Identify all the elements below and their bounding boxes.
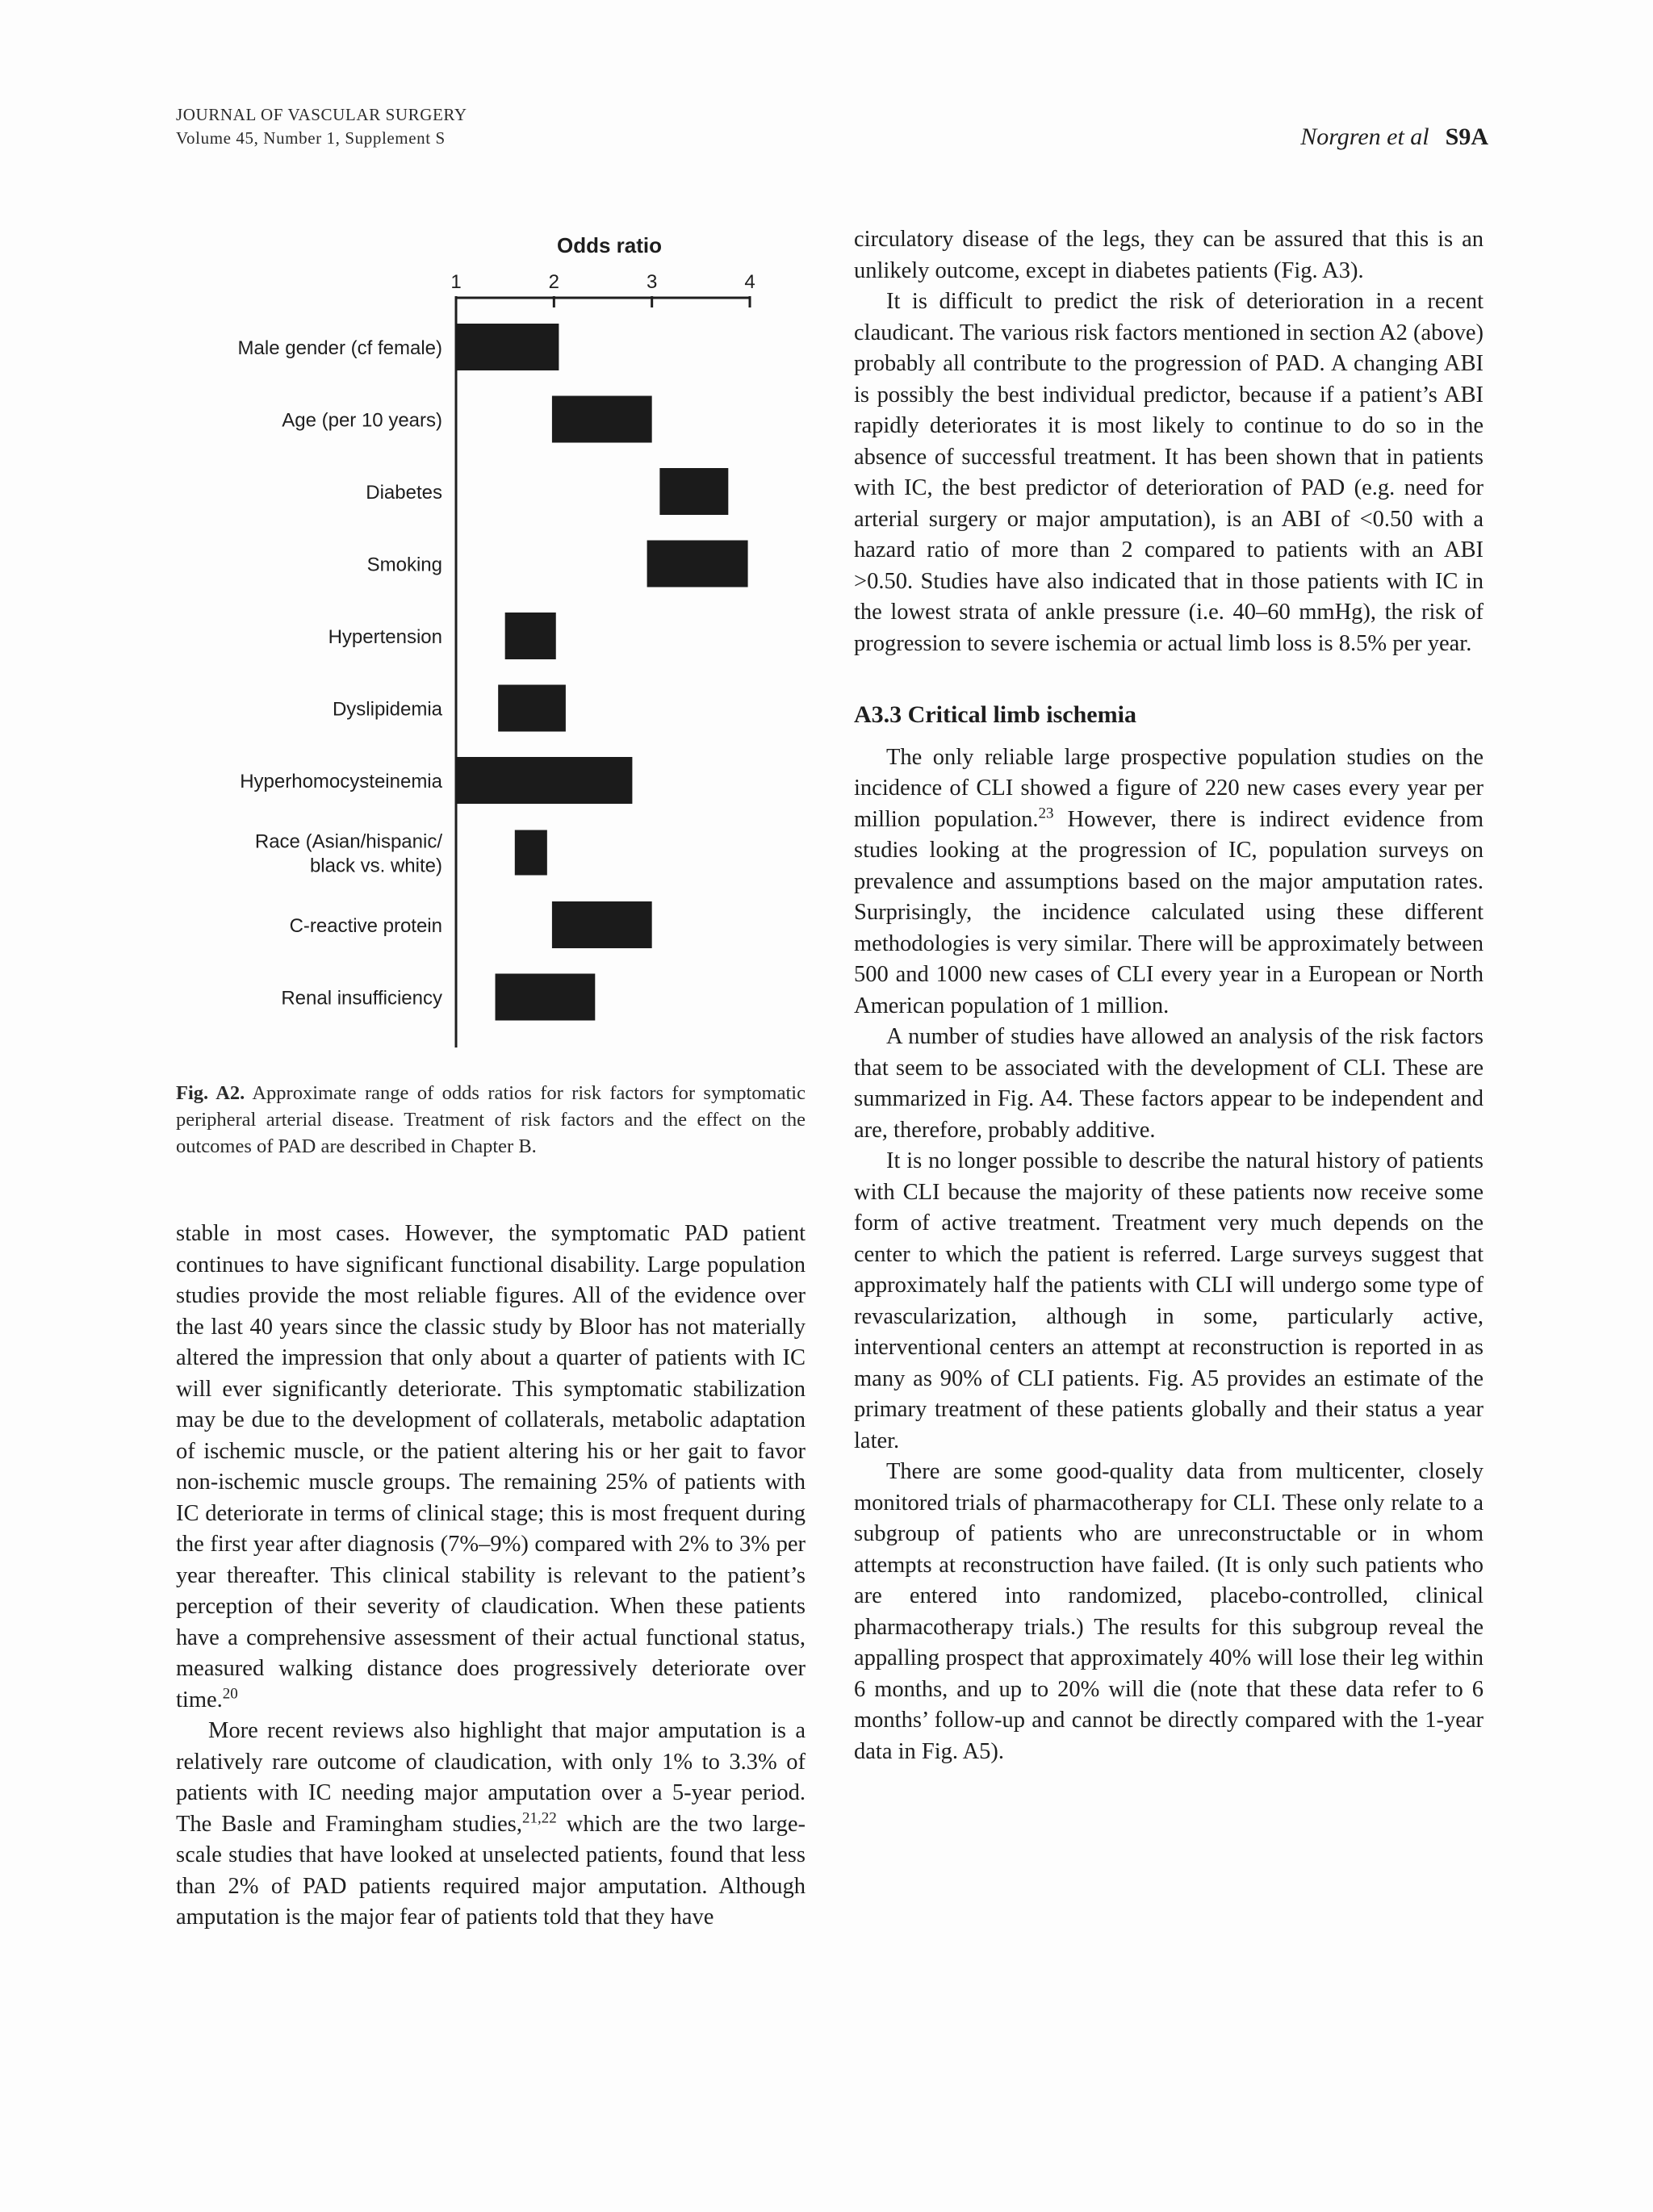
paragraph: It is difficult to predict the risk of deterioration in a recent claudicant. The various risk factors mentioned in section A2 (above) probably all contribute to the progression of PAD. A changing ABI is possibly the best individual predictor, because if a patient’s ABI rapidly deteriorates it is most likely to continue to do so in the absence of successful treatment. It has been shown that in patients with IC, the best predictor of deterioration of PAD (e.g. need for arterial surgery or major amputation), is an ABI of <0.50 with a hazard ratio of more than 2 compared to patients with an ABI >0.50. Studies have also indicated that in those patients with IC in the lowest strata of ankle pressure (i.e. 40–60 mmHg), the risk of progression to severe ischemia or actual limb loss is 8.5% per year. [854, 289, 1484, 656]
chart-row [238, 324, 559, 370]
odds-ratio-bar [552, 396, 652, 443]
chart-title: Odds ratio [556, 233, 663, 257]
odds-ratio-chart [211, 222, 825, 1061]
category-label: Age (per 10 years) [282, 409, 442, 432]
chart-row [366, 468, 728, 515]
odds-ratio-bar [456, 757, 632, 804]
category-label: Renal insufficiency [281, 987, 442, 1010]
category-label: black vs. white) [309, 855, 442, 877]
figure-caption-text: Approximate range of odds ratios for risk factors for symptomatic peripheral arterial disease. Treatment of risk factors and the effect on the outcomes of PAD are described in Chapter B. [176, 1082, 806, 1157]
category-label: Dyslipidemia [332, 698, 442, 721]
odds-ratio-bar [552, 901, 652, 948]
chart-rows [238, 324, 748, 1021]
category-label: C-reactive protein [289, 915, 442, 937]
chart-row [333, 685, 566, 732]
page-number: S9A [1445, 123, 1488, 150]
chart-row [281, 974, 595, 1021]
odds-ratio-bar [505, 613, 556, 659]
right-column [854, 224, 1484, 1767]
chart-row [282, 396, 651, 443]
left-column [176, 1219, 806, 1934]
citation-ref: 20 [222, 1685, 238, 1702]
x-tick-label: 1 [450, 271, 462, 293]
paragraph-text: stable in most cases. However, the symptomatic PAD patient continues to have significant functional disability. Large population studies provide the most reliable figures. All of the evidence over the last 40 years since the classic study by Bloor has not materially altered the impression that only about a quarter of patients with IC will ever significantly deteriorate. This symptomatic stabilization may be due to the development of collaterals, metabolic adaptation of ischemic muscle, or the patient altering his or her gait to favor non-ischemic muscle groups. The remaining 25% of patients with IC deteriorate in terms of clinical stage; this is most frequent during the first year after diagnosis (7%–9%) compared with 2% to 3% per year thereafter. This clinical stability is relevant to the patient’s perception of their severity of claudication. When these patients have a comprehensive assessment of their actual functional status, measured walking distance does progressively deteriorate over time. [176, 1221, 806, 1712]
paragraph: circulatory disease of the legs, they can be assured that this is an unlikely outcome, except in diabetes patients (Fig. A3). [854, 227, 1484, 283]
odds-ratio-bar [456, 324, 559, 370]
paragraph-text: which are the two large-scale studies that have looked at unselected patients, found that less than 2% of PAD patients required major amputation. Although amputation is the major fear of patients told that they have [176, 1811, 806, 1930]
running-header-right [1300, 123, 1488, 152]
category-label: Smoking [366, 554, 442, 576]
odds-ratio-bar [647, 541, 748, 587]
odds-ratio-bar [659, 468, 728, 515]
x-tick-label: 3 [646, 271, 658, 293]
paragraph [176, 1716, 806, 1934]
chart-row [367, 541, 748, 587]
x-tick-label: 2 [548, 271, 560, 293]
category-label: Race (Asian/hispanic/ [254, 830, 442, 853]
section-heading: A3.3 Critical limb ischemia [854, 701, 1136, 728]
x-tick-label: 4 [744, 271, 755, 293]
chart-row [329, 613, 556, 659]
chart-row [255, 830, 547, 877]
odds-ratio-bar [496, 974, 596, 1021]
figure-caption [176, 1080, 806, 1160]
paragraph [176, 1219, 806, 1716]
odds-ratio-bar [498, 685, 566, 732]
paragraph [854, 742, 1484, 1022]
odds-ratio-bar [515, 830, 547, 876]
journal-name: JOURNAL OF VASCULAR SURGERY [176, 105, 467, 124]
paragraph-text: The only reliable large prospective population studies on the incidence of CLI showed a figure of 220 new cases every year per million population. [854, 744, 1484, 832]
citation-ref: 23 [1038, 805, 1054, 822]
journal-volume: Volume 45, Number 1, Supplement S [176, 128, 446, 148]
paragraph: It is no longer possible to describe the natural history of patients with CLI because the majority of these patients now receive some form of active treatment. Treatment very much depends on the center to which the patient is referred. Large surveys suggest that approximately half the patients with CLI will undergo some type of revascularization, although in some, particularly active, interventional centers an attempt at reconstruction is reported in as many as 90% of CLI patients. Fig. A5 provides an estimate of the primary treatment of these patients globally and their status a year later. [854, 1148, 1484, 1453]
chart-row [290, 901, 652, 948]
category-label: Hypertension [328, 626, 442, 648]
running-header-left [176, 103, 467, 150]
paragraph-text: However, there is indirect evidence from studies looking at the progression of IC, population surveys on prevalence and assumptions based on the major amputation rates. Surprisingly, the incidence calculated using these different methodologies is very similar. There will be approximately between 500 and 1000 new cases of CLI every year in a European or North American population of 1 million. [854, 806, 1484, 1018]
authors: Norgren et al [1300, 123, 1429, 150]
category-label: Diabetes [366, 482, 442, 504]
chart-row [240, 757, 632, 804]
citation-ref: 21,22 [521, 1809, 557, 1826]
category-label: Hyperhomocysteinemia [240, 771, 442, 792]
figure-label: Fig. A2. [176, 1082, 245, 1104]
paragraph-text: More recent reviews also highlight that major amputation is a relatively rare outcome of claudication, with only 1% to 3.3% of patients with IC needing major amputation over a 5-year period. The Basle and Framingham studies, [176, 1718, 806, 1837]
paragraph: There are some good-quality data from multicenter, closely monitored trials of pharmacotherapy for CLI. These only relate to a subgroup of patients who are unreconstructable or in whom attempts at reconstruction have failed. (It is only such patients who are entered into randomized, placebo-controlled, clinical pharmacotherapy trials.) The results for this subgroup reveal the appalling prospect that approximately 40% will lose their leg within 6 months, and up to 20% will die (note that these data refer to 6 months’ follow-up and cannot be directly compared with the 1-year data in Fig. A5). [854, 1459, 1484, 1764]
category-label: Male gender (cf female) [237, 337, 442, 359]
paragraph: A number of studies have allowed an analysis of the risk factors that seem to be associated with the development of CLI. These are summarized in Fig. A4. These factors appear to be independent and are, therefore, probably additive. [854, 1024, 1484, 1143]
